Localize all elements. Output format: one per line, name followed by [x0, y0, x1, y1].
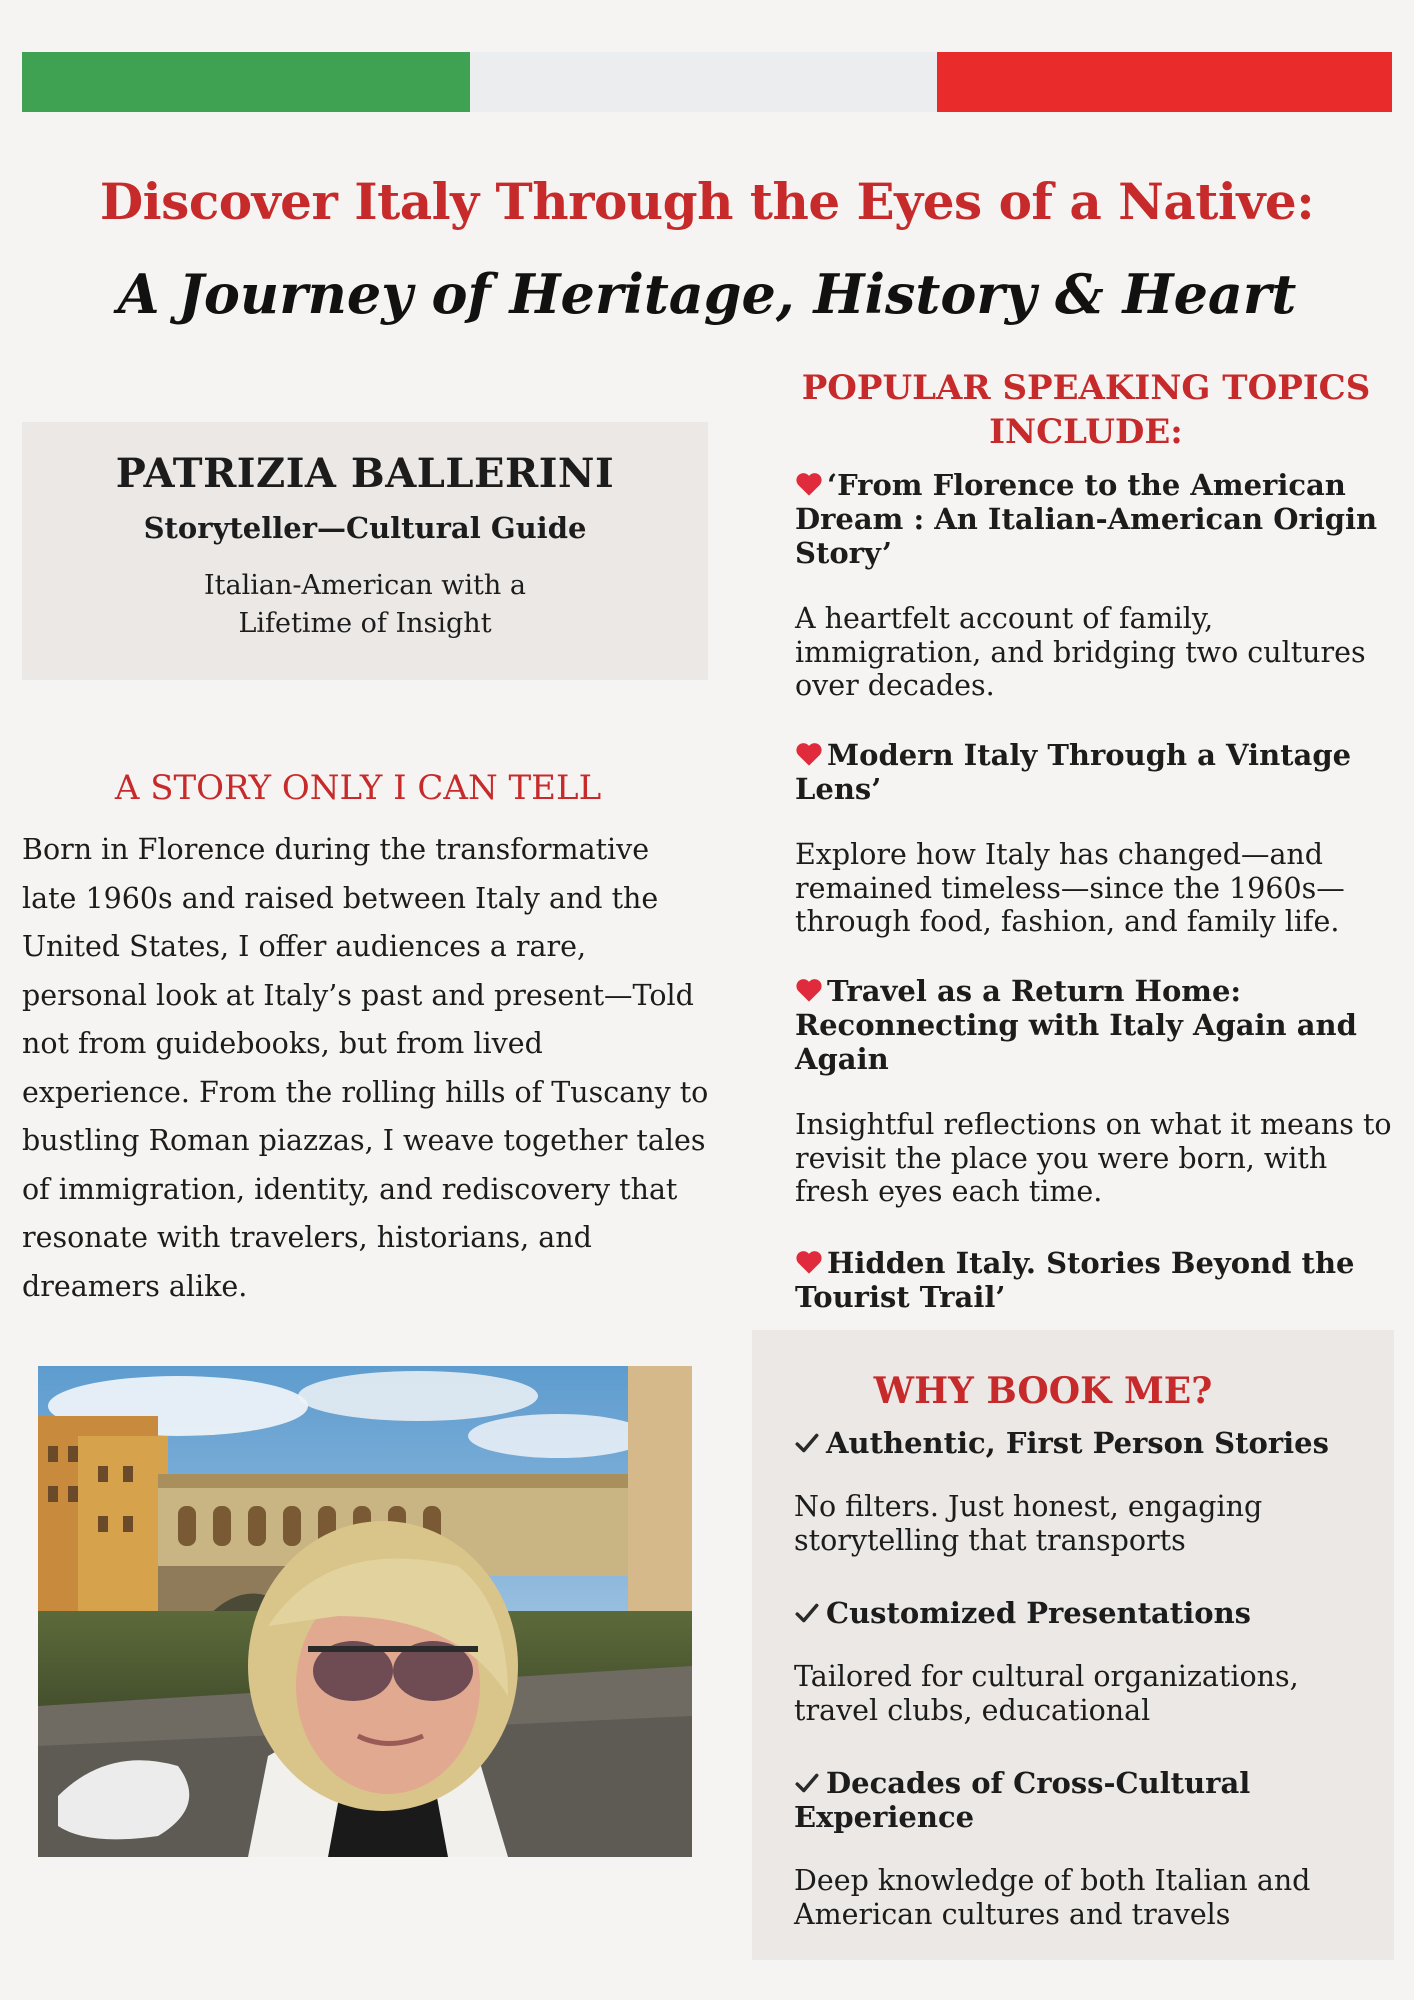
why-item — [794, 1766, 1354, 1931]
story-heading: A STORY ONLY I CAN TELL — [114, 768, 602, 808]
heart-icon — [795, 1249, 823, 1275]
why-item-title: Customized Presentations — [794, 1596, 1354, 1630]
speaker-tagline: Italian-American with a Lifetime of Insight — [204, 570, 526, 639]
heart-icon — [795, 977, 823, 1003]
checkmark-icon — [794, 1430, 820, 1456]
topic-item — [795, 468, 1395, 703]
why-item-title: Decades of Cross-Cultural Experience — [794, 1766, 1251, 1834]
profile-card — [22, 422, 708, 680]
flag-white-band — [470, 52, 937, 112]
why-item — [794, 1426, 1354, 1557]
topic-description: Explore how Italy has changed—and remained timeless—since the 1960s—through food, fashion, and family life. — [795, 838, 1345, 938]
story-body: Born in Florence during the transformative late 1960s and raised between Italy and the United States, I offer audiences a rare, personal look at Italy’s past and present—Told not from guidebooks, but from lived experience. From the rolling hills of Tuscany to bustling Roman piazzas, I weave together tales of immigration, identity, and rediscovery that resonate with travelers, historians, and dreamers alike. — [22, 833, 709, 1303]
topic-title: ‘From Florence to the American Dream : An Italian-American Origin Story’ — [795, 468, 1378, 570]
page-subtitle: A Journey of Heritage, History & Heart — [117, 262, 1297, 326]
heart-icon — [795, 741, 823, 767]
topic-title: Travel as a Return Home: Reconnecting with Italy Again and Again — [795, 974, 1357, 1076]
checkmark-icon — [794, 1770, 820, 1796]
speaker-name: PATRIZIA BALLERINI — [115, 450, 615, 497]
topics-heading: POPULAR SPEAKING TOPICS INCLUDE: — [801, 368, 1371, 452]
page-title: Discover Italy Through the Eyes of a Native: — [99, 172, 1315, 231]
topic-title: Modern Italy Through a Vintage Lens’ — [795, 738, 1352, 806]
topic-description: Insightful reflections on what it means to revisit the place you were born, with fresh eyes each time. — [795, 1108, 1392, 1208]
why-heading: WHY BOOK ME? — [873, 1370, 1213, 1412]
why-book-me-box — [752, 1330, 1394, 1960]
why-item-description: Deep knowledge of both Italian and American cultures and travels — [794, 1864, 1311, 1931]
flag-red-band — [937, 52, 1392, 112]
topic-item — [795, 974, 1395, 1209]
speaker-role: Storyteller—Cultural Guide — [143, 511, 587, 545]
topic-title: Hidden Italy. Stories Beyond the Tourist Trail’ — [795, 1246, 1355, 1314]
speaker-photo — [38, 1366, 692, 1857]
checkmark-icon — [794, 1600, 820, 1626]
why-item-description: No filters. Just honest, engaging storytelling that transports — [794, 1490, 1263, 1557]
why-item — [794, 1596, 1354, 1727]
why-item-description: Tailored for cultural organizations, travel clubs, educational — [794, 1660, 1299, 1727]
topic-item — [795, 1246, 1395, 1314]
photo-illustration — [38, 1366, 692, 1857]
why-item-title: Authentic, First Person Stories — [794, 1426, 1354, 1460]
topic-item — [795, 738, 1395, 939]
topic-description: A heartfelt account of family, immigration, and bridging two cultures over decades. — [795, 602, 1366, 702]
flag-green-band — [22, 52, 470, 112]
heart-icon — [795, 471, 823, 497]
